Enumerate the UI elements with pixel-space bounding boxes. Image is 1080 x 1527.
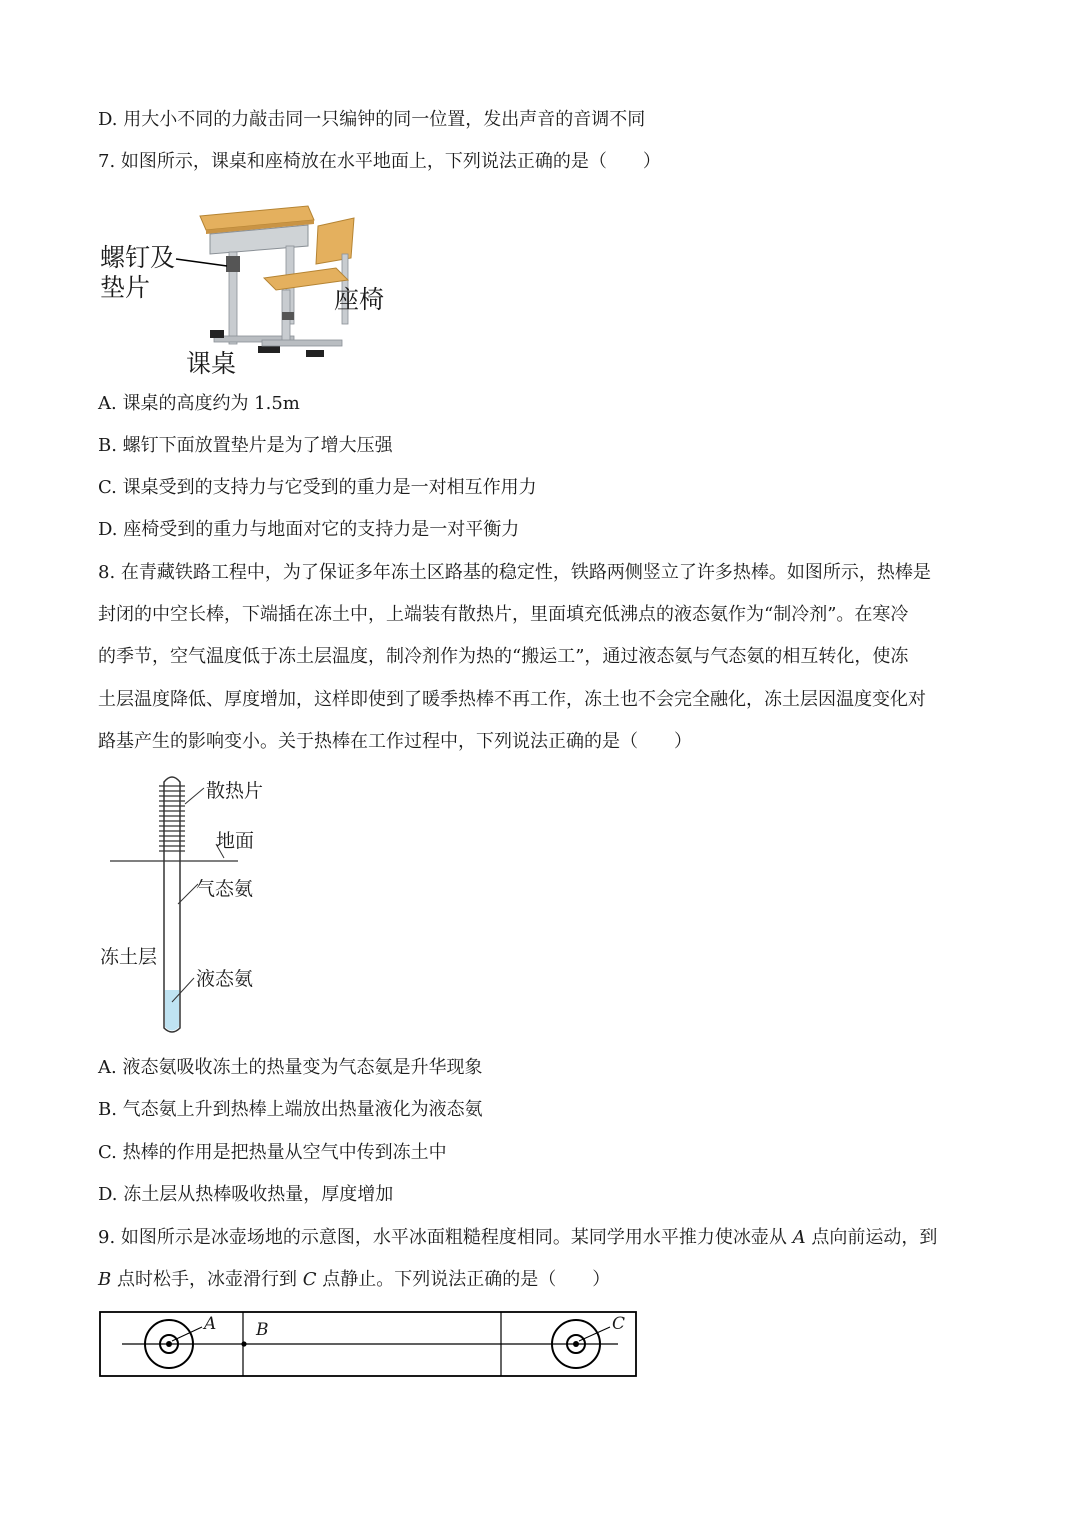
q9-text-1a: 9. 如图所示是冰壶场地的示意图，水平冰面粗糙程度相同。某同学用水平推力使冰壶从 <box>98 1227 793 1248</box>
desk-label: 课桌 <box>186 349 237 378</box>
q8-stem-line-5: 路基产生的影响变小。关于热棒在工作过程中，下列说法正确的是（ ） <box>98 731 692 752</box>
q9-point-b: B <box>98 1269 112 1290</box>
q8-option-a: A. 液态氨吸收冻土的热量变为气态氨是升华现象 <box>98 1057 483 1078</box>
washer-label: 垫片 <box>100 273 151 302</box>
q9-point-a: A <box>792 1227 806 1248</box>
curling-rink-figure <box>98 1310 640 1380</box>
q7-option-b: B. 螺钉下面放置垫片是为了增大压强 <box>98 435 393 456</box>
rink-label-c: C <box>612 1314 626 1334</box>
gas-ammonia-label: 气态氨 <box>196 878 254 900</box>
ground-label: 地面 <box>216 830 255 852</box>
q7-option-d: D. 座椅受到的重力与地面对它的支持力是一对平衡力 <box>98 519 520 540</box>
rink-label-a: A <box>204 1314 217 1334</box>
curling-rink-diagram <box>98 1310 640 1380</box>
q8-stem-line-2: 封闭的中空长棒，下端插在冻土中，上端装有散热片，里面填充低沸点的液态氨作为“制冷剂”。在寒冷 <box>98 604 909 625</box>
q8-stem-line-3: 的季节，空气温度低于冻土层温度，制冷剂作为热的“搬运工”，通过液态氨与气态氨的相互转化，使冻 <box>98 646 909 667</box>
rink-label-b: B <box>256 1320 269 1340</box>
q8-stem-line-1: 8. 在青藏铁路工程中，为了保证多年冻土区路基的稳定性，铁路两侧竖立了许多热棒。如图所示，热棒是 <box>98 562 931 583</box>
q8-option-d: D. 冻土层从热棒吸收热量，厚度增加 <box>98 1184 394 1205</box>
q8-option-b: B. 气态氨上升到热棒上端放出热量液化为液态氨 <box>98 1099 483 1120</box>
q8-stem-line-4: 土层温度降低、厚度增加，这样即使到了暖季热棒不再工作，冻土也不会完全融化，冻土层因温度变化对 <box>98 689 926 710</box>
frozen-layer-label: 冻土层 <box>100 946 158 968</box>
q9-stem-line-1 <box>98 1226 937 1250</box>
q6-option-d: D. 用大小不同的力敲击同一只编钟的同一位置，发出声音的音调不同 <box>98 109 646 130</box>
q9-stem-line-2 <box>98 1268 610 1292</box>
desk-chair-figure <box>96 196 396 376</box>
q9-text-1b: 点向前运动，到 <box>805 1227 938 1248</box>
heat-rod-diagram <box>96 770 296 1040</box>
q9-text-2b: 点静止。下列说法正确的是（ ） <box>316 1269 611 1290</box>
q9-text-2a: 点时松手，冰壶滑行到 <box>111 1269 303 1290</box>
screw-label: 螺钉及 <box>100 243 176 272</box>
liquid-ammonia-label: 液态氨 <box>196 968 254 990</box>
q7-stem: 7. 如图所示，课桌和座椅放在水平地面上，下列说法正确的是（ ） <box>98 151 661 172</box>
q7-option-c: C. 课桌受到的支持力与它受到的重力是一对相互作用力 <box>98 477 537 498</box>
q8-option-c: C. 热棒的作用是把热量从空气中传到冻土中 <box>98 1142 447 1163</box>
fins-label: 散热片 <box>206 780 264 802</box>
chair-label: 座椅 <box>334 285 385 314</box>
q7-option-a: A. 课桌的高度约为 1.5m <box>98 393 300 414</box>
heat-rod-figure <box>96 770 296 1040</box>
q9-point-c: C <box>302 1269 317 1290</box>
